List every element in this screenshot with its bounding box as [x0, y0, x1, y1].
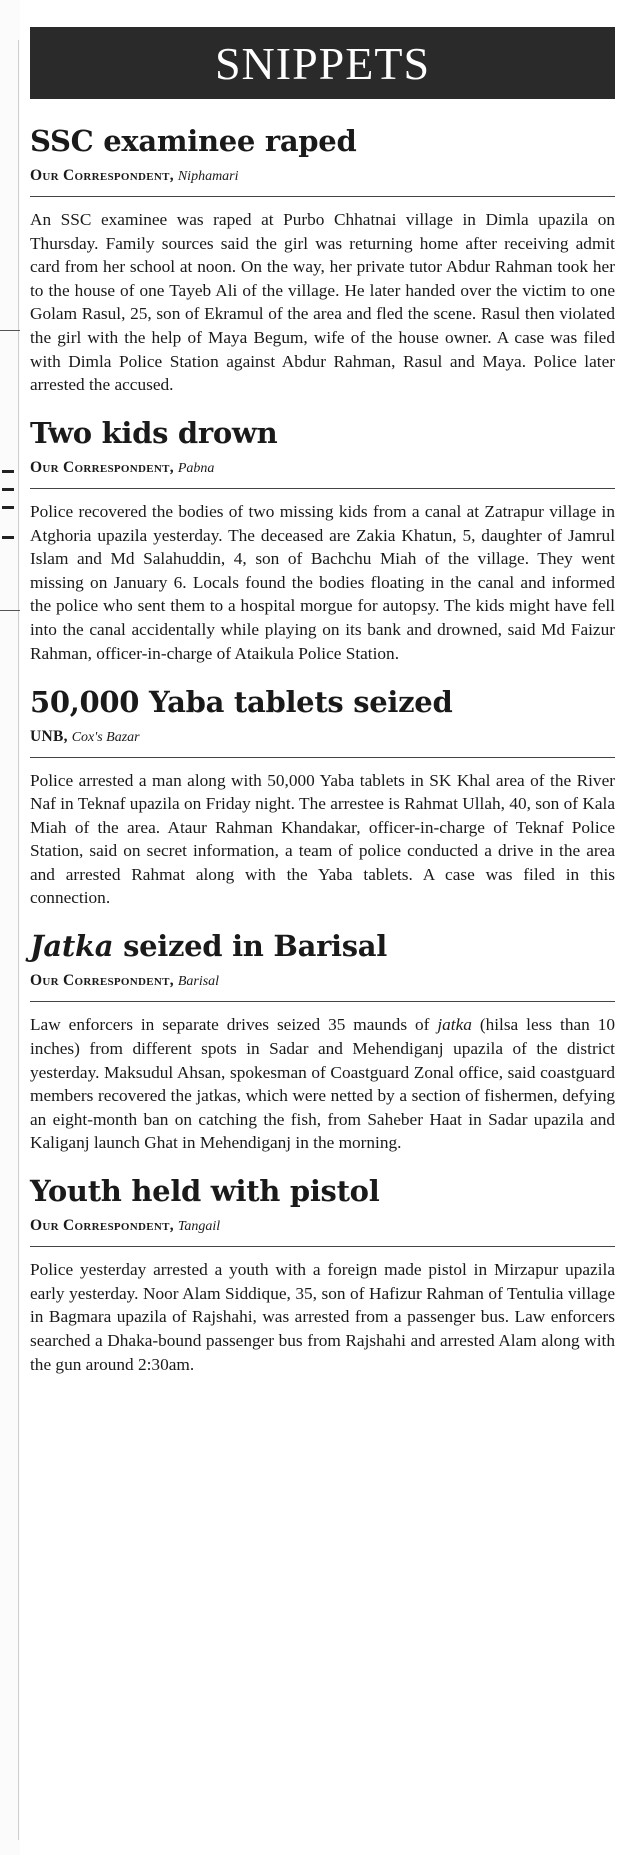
byline-location: Barisal: [177, 974, 220, 990]
news-story: [30, 927, 615, 1155]
byline-divider: [30, 757, 615, 758]
byline-divider: [30, 488, 615, 489]
story-body: Police recovered the bodies of two missing kids from a canal at Zatrapur village in Atghoria upazila yesterday. The deceased are Zakia Khatun, 5, daughter of Jamrul Islam and Md Salahuddin, 4, son of Bachchu Miah of the village. They went missing on January 6. Locals found the bodies floating in the canal and informed the police who sent them to a hospital morgue for autopsy. The kids might have fell into the canal accidentally while playing on its bank and drowned, said Md Faizur Rahman, officer-in-charge of Ataikula Police Station.: [30, 502, 615, 663]
byline-location: Tangail: [177, 1219, 221, 1235]
byline-divider: [30, 196, 615, 197]
byline-source: Our Correspondent,: [30, 459, 174, 477]
edge-mark: [2, 506, 14, 509]
story-body: Police yesterday arrested a youth with a foreign made pistol in Mirzapur upazila early yesterday. Noor Alam Siddique, 35, son of Hafizur Rahman of Tentulia village in Bagmara upazila of Rajshahi, was arrested from a passenger bus. Law enforcers searched a Dhaka-bound passenger bus from Rajshahi and arrested Alam along with the gun around 2:30am.: [30, 1260, 615, 1374]
story-body: Police arrested a man along with 50,000 Yaba tablets in SK Khal area of the River Naf in Teknaf upazila on Friday night. The arrestee is Rahmat Ullah, 40, son of Kala Miah of the area. Ataur Rahman Khandakar, officer-in-charge of Teknaf Police Station, said on secret information, a team of police conducted a drive in the area and arrested Rahmat along with the Yaba tablets. A case was filed in this connection.: [30, 770, 615, 908]
news-story: [30, 1172, 615, 1376]
story-byline: [30, 727, 615, 748]
body-start: Law enforcers in separate drives seized 35 maunds of: [30, 1015, 438, 1035]
edge-mark: [2, 470, 14, 473]
byline-source: Our Correspondent,: [30, 1217, 174, 1235]
story-headline: 50,000 Yaba tablets seized: [30, 684, 453, 719]
byline-source: Our Correspondent,: [30, 167, 174, 184]
section-masthead: [30, 27, 615, 99]
byline-source: Our Correspondent,: [30, 972, 174, 990]
byline-location: Pabna: [177, 461, 215, 477]
story-byline: [30, 458, 615, 479]
byline-divider: [30, 1001, 615, 1002]
edge-mark: [2, 536, 14, 539]
story-headline: [30, 927, 615, 965]
story-body: An SSC examinee was raped at Purbo Chhatnai village in Dimla upazila on Thursday. Family sources said the girl was returning home after receiving admit card from her school at noon. On the way, her private tutor Abdur Rahman took her to the house of one Tayeb Ali of the village. He later handed over the victim to one Golam Rasul, 25, son of Ekramul of the area and fled the scene. Rasul then violated the girl with the help of Maya Begum, wife of the house owner. A case was filed with Dimla Police Station against Abdur Rahman, Rasul and Maya. Police later arrested the accused.: [30, 210, 615, 395]
byline-source: UNB,: [30, 727, 68, 745]
story-body: [30, 1013, 615, 1155]
story-headline: SSC examinee raped: [30, 124, 357, 158]
story-byline: [30, 971, 615, 992]
news-story: [30, 414, 615, 665]
byline-location: Cox's Bazar: [71, 729, 140, 745]
edge-rule: [18, 40, 19, 1840]
headline-rest: seized in Barisal: [113, 929, 388, 964]
body-italic: jatka: [437, 1015, 472, 1035]
story-headline: Youth held with pistol: [30, 1174, 380, 1209]
byline-location: Niphamari: [177, 169, 239, 184]
news-story: [30, 122, 615, 397]
snippets-column: [30, 27, 615, 1393]
story-byline: [30, 166, 615, 187]
edge-line: [0, 610, 20, 611]
body-end: (hilsa less than 10 inches) from different spots in Sadar and Mehendiganj upazila of the district yesterday. Maksudul Ahsan, spokesman of Coastguard Zonal office, said coastguard members recovered the jatkas, which were netted by a section of fishermen, defying an eight-month ban on catching the fish, from Saheber Haat in Sadar upazila and Kaliganj launch Ghat in Mehendiganj in the morning.: [30, 1015, 615, 1153]
adjacent-page-edge: [0, 0, 20, 1855]
story-headline: Two kids drown: [30, 416, 278, 451]
news-story: [30, 683, 615, 911]
story-byline: [30, 1216, 615, 1237]
edge-mark: [2, 488, 14, 491]
edge-line: [0, 330, 20, 331]
headline-italic: Jatka: [30, 929, 114, 964]
byline-divider: [30, 1246, 615, 1247]
section-title: SNIPPETS: [214, 37, 431, 89]
